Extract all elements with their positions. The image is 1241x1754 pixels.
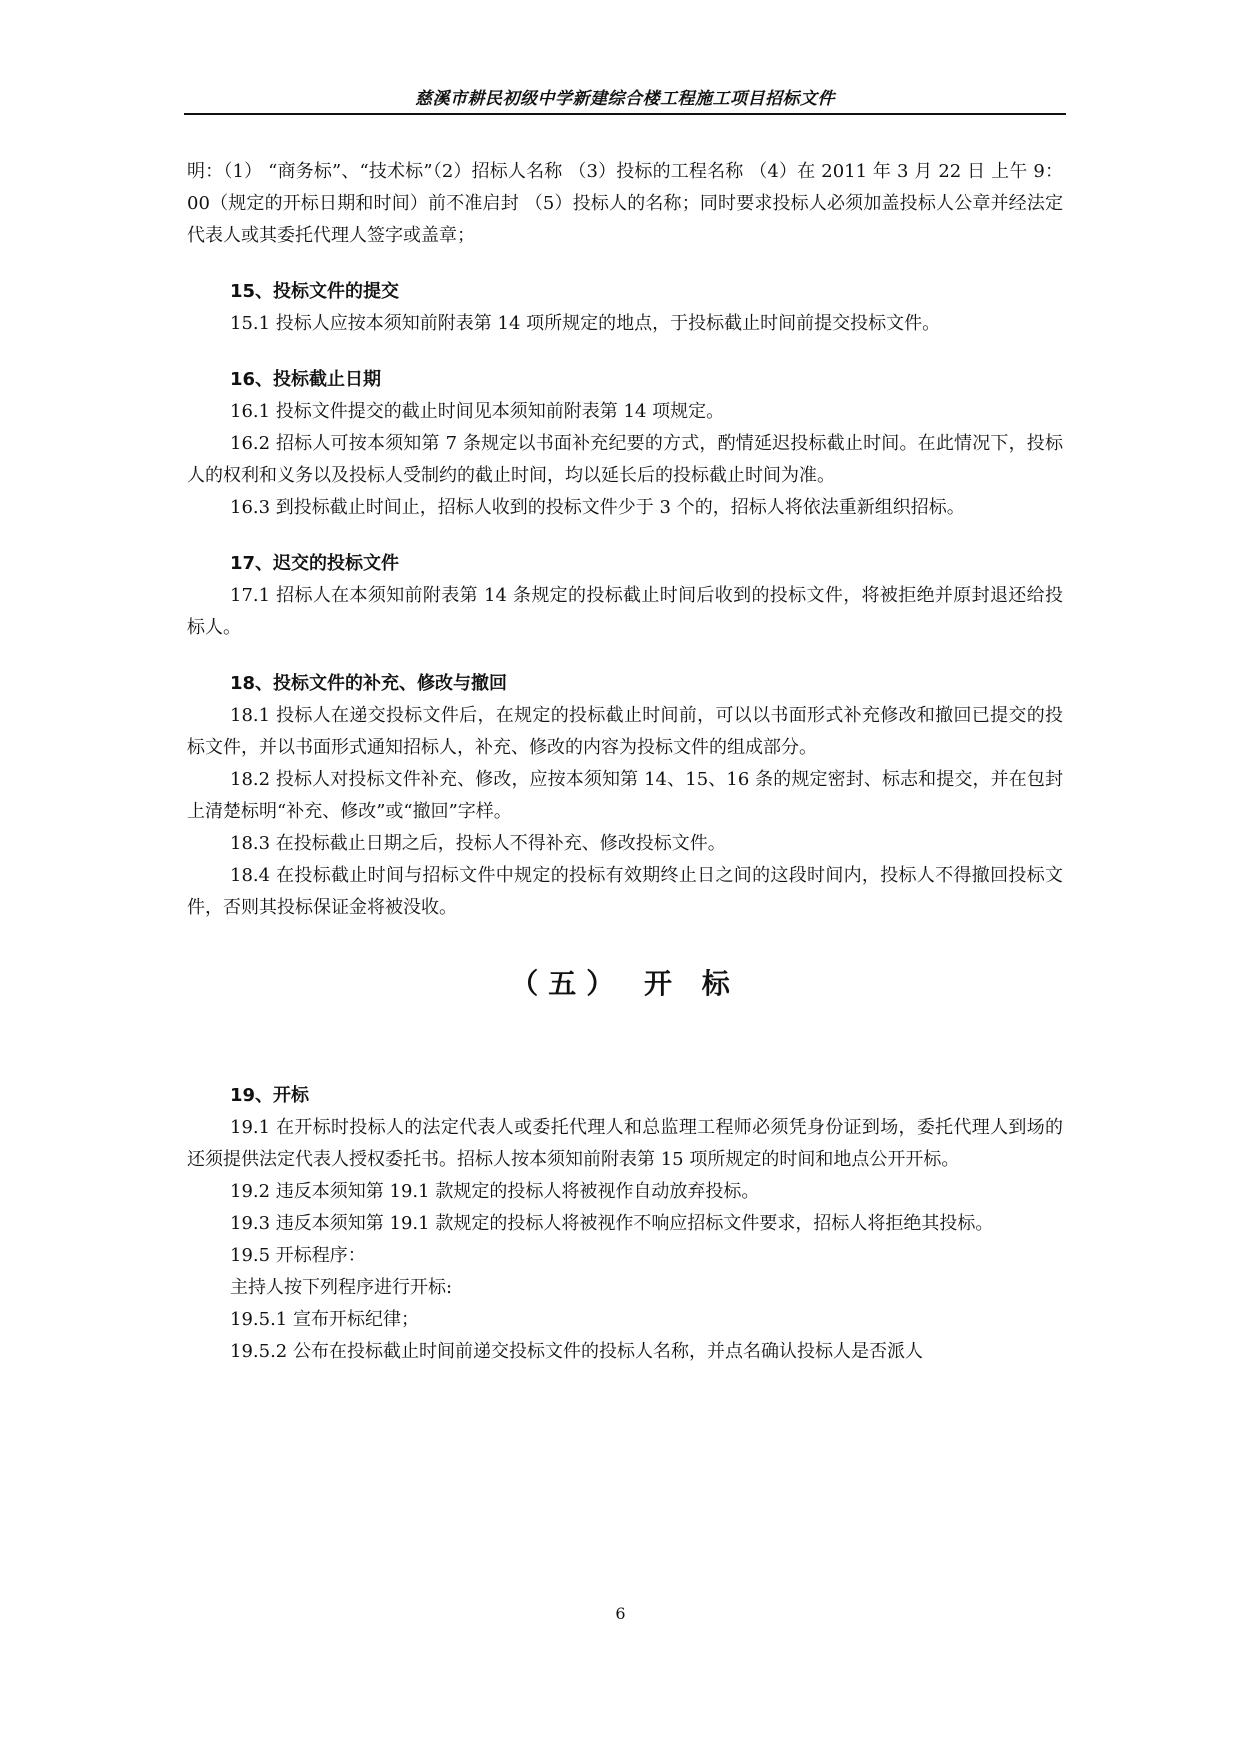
paragraph-19-5: 19.5 开标程序： bbox=[230, 1245, 366, 1266]
spacer bbox=[187, 644, 1063, 668]
spacer bbox=[187, 924, 1063, 964]
paragraph-15-1: 15.1 投标人应按本须知前附表第 14 项所规定的地点，于投标截止时间前提交投标文件。 bbox=[230, 313, 941, 334]
paragraph-19-2: 19.2 违反本须知第 19.1 款规定的投标人将被视作自动放弃投标。 bbox=[230, 1181, 760, 1202]
section-heading-16: 16、投标截止日期 bbox=[230, 369, 382, 390]
document-body bbox=[187, 156, 1063, 1368]
paragraph-19-5-1: 19.5.1 宣布开标纪律； bbox=[230, 1309, 419, 1330]
spacer bbox=[187, 252, 1063, 276]
running-header: 慈溪市耕民初级中学新建综合楼工程施工项目招标文件 bbox=[415, 89, 835, 109]
section-heading-15: 15、投标文件的提交 bbox=[230, 281, 400, 302]
paragraph-18-2: 18.2 投标人对投标文件补充、修改，应按本须知第 14、15、16 条的规定密封、标志和提交，并在包封上清楚标明“补充、修改”或“撤回”字样。 bbox=[187, 769, 1063, 822]
paragraph-16-2: 16.2 招标人可按本须知第 7 条规定以书面补充纪要的方式，酌情延迟投标截止时间。在此情况下，投标人的权利和义务以及投标人受制约的截止时间，均以延长后的投标截止时间为准。 bbox=[187, 433, 1063, 486]
paragraph-18-1: 18.1 投标人在递交投标文件后，在规定的投标截止时间前，可以以书面形式补充修改和撤回已提交的投标文件，并以书面形式通知招标人，补充、修改的内容为投标文件的组成部分。 bbox=[187, 705, 1063, 758]
paragraph-18-3: 18.3 在投标截止日期之后，投标人不得补充、修改投标文件。 bbox=[230, 833, 726, 854]
paragraph-18-4: 18.4 在投标截止时间与招标文件中规定的投标有效期终止日之间的这段时间内，投标人不得撤回投标文件，否则其投标保证金将被没收。 bbox=[187, 865, 1063, 918]
spacer bbox=[187, 340, 1063, 364]
chapter-title: （五） 开 标 bbox=[510, 967, 740, 1000]
page-number: 6 bbox=[615, 1604, 626, 1623]
paragraph-17-1: 17.1 招标人在本须知前附表第 14 条规定的投标截止时间后收到的投标文件，将被拒绝并原封退还给投标人。 bbox=[187, 585, 1063, 638]
spacer bbox=[187, 524, 1063, 548]
spacer bbox=[187, 1004, 1063, 1080]
section-heading-18: 18、投标文件的补充、修改与撤回 bbox=[230, 673, 508, 694]
paragraph-16-3: 16.3 到投标截止时间止，招标人收到的投标文件少于 3 个的，招标人将依法重新组织招标。 bbox=[230, 497, 965, 518]
paragraph-16-1: 16.1 投标文件提交的截止时间见本须知前附表第 14 项规定。 bbox=[230, 401, 725, 422]
section-heading-19: 19、开标 bbox=[230, 1085, 310, 1106]
intro-paragraph: 明：（1） “商务标”、“技术标”（2）招标人名称 （3）投标的工程名称 （4）在 2011 年 3 月 22 日 上午 9：00（规定的开标日期和时间）前不准启封 （5）投标人的名称；同时要求投标人必须加盖投标人公章并经法定代表人或其委托代理人签字或盖章； bbox=[187, 161, 1063, 246]
paragraph-19-1: 19.1 在开标时投标人的法定代表人或委托代理人和总监理工程师必须凭身份证到场，委托代理人到场的还须提供法定代表人授权委托书。招标人按本须知前附表第 15 项所规定的时间和地点公开开标。 bbox=[187, 1117, 1063, 1170]
paragraph-19-5-intro: 主持人按下列程序进行开标: bbox=[230, 1277, 453, 1298]
paragraph-19-5-2: 19.5.2 公布在投标截止时间前递交投标文件的投标人名称，并点名确认投标人是否派人 bbox=[230, 1341, 923, 1362]
section-heading-17: 17、迟交的投标文件 bbox=[230, 553, 400, 574]
header-rule bbox=[184, 113, 1066, 115]
paragraph-19-3: 19.3 违反本须知第 19.1 款规定的投标人将被视作不响应招标文件要求，招标人将拒绝其投标。 bbox=[230, 1213, 994, 1234]
